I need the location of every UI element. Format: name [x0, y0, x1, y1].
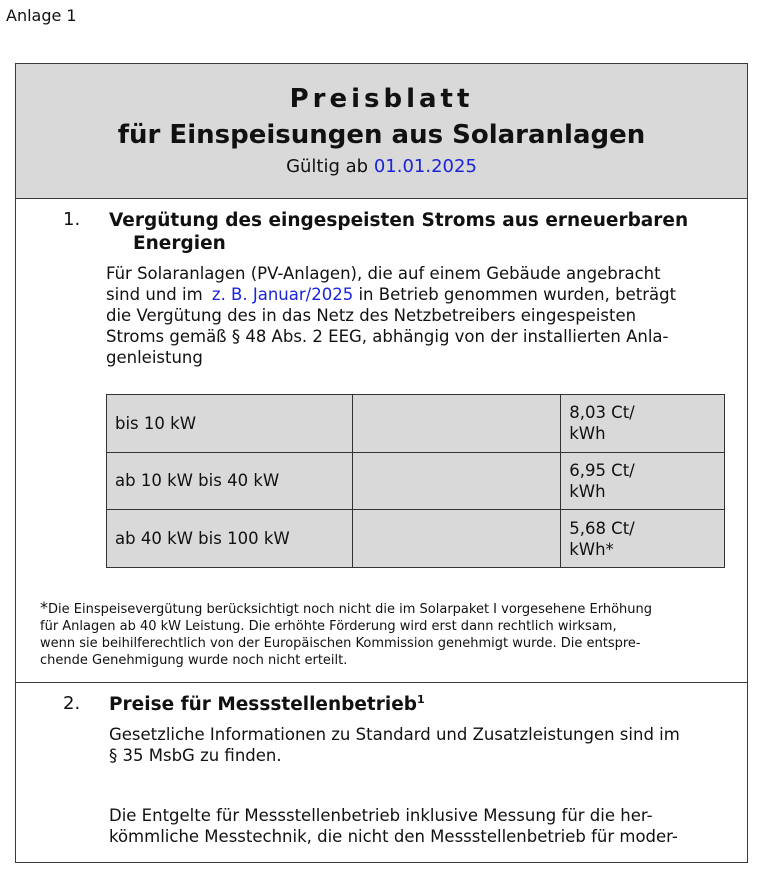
section-1-heading-line2: Energien: [133, 233, 226, 254]
validity-date: 01.01.2025: [373, 156, 477, 177]
section-2-heading: [109, 693, 425, 716]
footnote-line3: wenn sie beihilferechtlich von der Europäischen Kommission genehmigt wurde. Die entspre-: [40, 636, 641, 651]
section-1-heading-line1: Vergütung des eingespeisten Stroms aus erneuerbaren: [109, 210, 689, 231]
price-unit: kWh: [569, 424, 606, 444]
power-range-cell: ab 40 kW bis 100 kW: [107, 510, 353, 568]
price-sheet-header: [16, 64, 747, 199]
footnote-marker: *: [40, 598, 48, 617]
table-row: [107, 395, 725, 453]
section-remuneration: [16, 199, 747, 683]
para-line2-post: in Betrieb genommen wurden, beträgt: [358, 285, 677, 304]
footnote-text: Die Einspeisevergütung berücksichtigt noch nicht die im Solarpaket I vorgesehene Erhöhung: [48, 602, 653, 617]
tariff-table: [106, 394, 725, 568]
empty-cell: [352, 452, 561, 510]
para-line2-pre: sind und im: [106, 285, 203, 304]
section-2-paragraph2-line2: kömmliche Messtechnik, die nicht den Messstellenbetrieb für moder-: [109, 827, 678, 846]
price-sheet-frame: [15, 63, 748, 863]
table-row: [107, 452, 725, 510]
footnote: [40, 599, 740, 669]
validity-prefix: Gültig ab: [286, 156, 369, 177]
validity-line: [16, 154, 747, 180]
price-unit: kWh*: [569, 539, 614, 559]
page-subtitle: für Einspeisungen aus Solaranlagen: [117, 120, 646, 150]
price-cell: [561, 510, 725, 568]
section-2-number: 2.: [63, 693, 81, 714]
price-value: 8,03 Ct/: [569, 403, 635, 423]
section-2-heading-text: Preise für Messstellenbetrieb: [109, 694, 418, 715]
footnote-line1: [40, 599, 740, 618]
table-row: [107, 510, 725, 568]
section-2-paragraph1-line2: § 35 MsbG zu finden.: [109, 746, 282, 765]
price-unit: kWh: [569, 481, 606, 501]
section-1-paragraph-line5: genleistung: [106, 348, 203, 367]
power-range-cell: ab 10 kW bis 40 kW: [107, 452, 353, 510]
footnote-reference: 1: [417, 692, 425, 706]
price-cell: [561, 395, 725, 453]
section-1-number: 1.: [63, 209, 81, 230]
commissioning-date-placeholder: z. B. Januar/2025: [211, 285, 354, 304]
page-title: Preisblatt: [289, 84, 474, 114]
power-range-cell: bis 10 kW: [107, 395, 353, 453]
footnote-line2: für Anlagen ab 40 kW Leistung. Die erhöhte Förderung wird erst dann rechtlich wirksam,: [40, 619, 617, 634]
section-1-paragraph-line3: die Vergütung des in das Netz des Netzbetreibers eingespeisten: [106, 306, 637, 325]
section-1-paragraph-line4: Stroms gemäß § 48 Abs. 2 EEG, abhängig von der installierten Anla-: [106, 327, 669, 346]
empty-cell: [352, 395, 561, 453]
section-metering: [16, 683, 747, 883]
section-1-paragraph-line2: [106, 284, 676, 305]
price-cell: [561, 452, 725, 510]
section-1-paragraph-line1: Für Solaranlagen (PV-Anlagen), die auf einem Gebäude angebracht: [106, 264, 661, 283]
footnote-line4: chende Genehmigung wurde noch nicht erteilt.: [40, 653, 348, 668]
price-value: 6,95 Ct/: [569, 460, 635, 480]
section-2-paragraph2-line1: Die Entgelte für Messstellenbetrieb inklusive Messung für die her-: [109, 806, 653, 825]
annex-label: Anlage 1: [6, 6, 77, 25]
section-2-paragraph1-line1: Gesetzliche Informationen zu Standard und Zusatzleistungen sind im: [109, 725, 680, 744]
empty-cell: [352, 510, 561, 568]
price-value: 5,68 Ct/: [569, 518, 635, 538]
